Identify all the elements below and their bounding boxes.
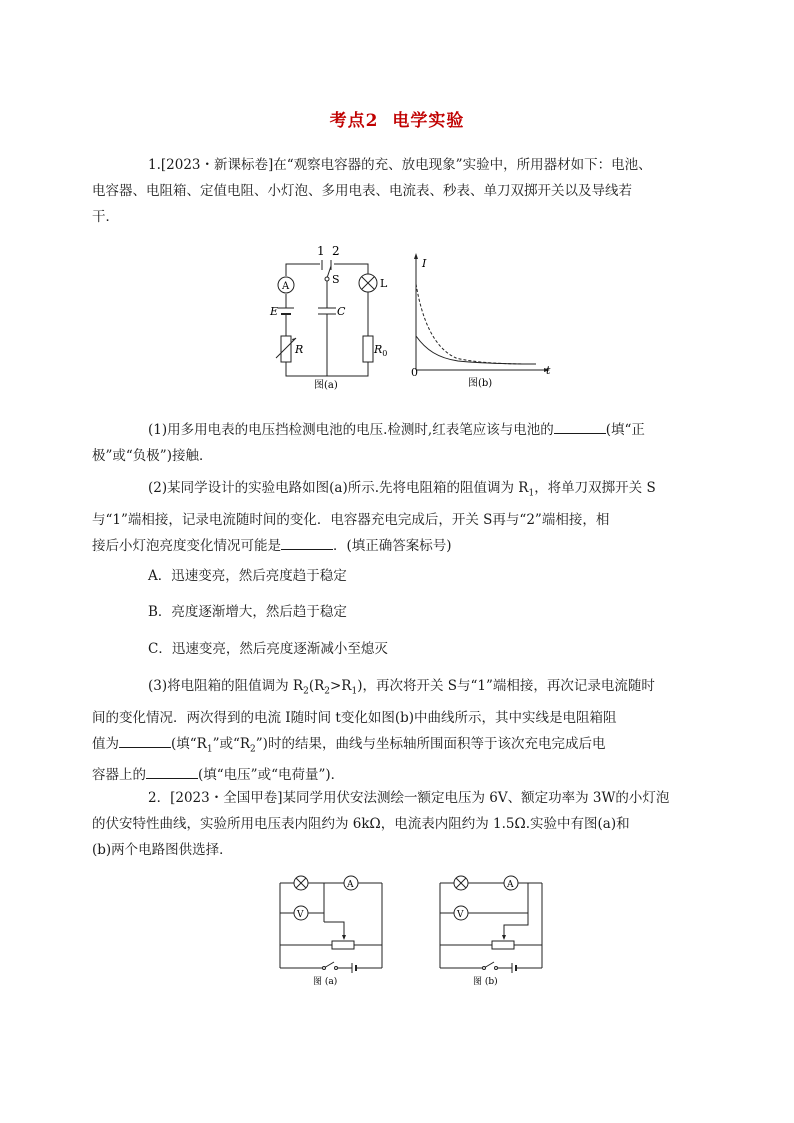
solid-current-curve [416, 336, 536, 364]
battery-label: E [270, 305, 279, 318]
figure-a-caption: 图 (a) [313, 977, 338, 987]
x-axis-label: t [546, 364, 551, 377]
resistor-box-label: R [295, 343, 304, 356]
figure-a-caption: 图(a) [314, 380, 338, 391]
q2-intro-line: (b)两个电路图供选择． [92, 842, 233, 858]
q2-intro-line: 2．[2023・全国甲卷]某同学用伏安法测绘一额定电压为 6V、额定功率为 3W的小灯泡 [148, 790, 670, 806]
switch-terminal-1: 1 [317, 244, 325, 258]
answer-blank[interactable] [281, 535, 333, 550]
q1-intro-line: 1.[2023・新课标卷]在“观察电容器的充、放电现象”实验中，所用器材如下：电池、 [148, 157, 652, 173]
voltmeter-label: V [457, 910, 464, 920]
q1-part-3-line: 容器上的 (填“电压”或“电荷量”)． [120, 762, 680, 788]
q1-part-2 [92, 475, 680, 559]
q2-intro-line: 的伏安特性曲线，实验所用电压表内阻约为 6kΩ，电流表内阻约为 1.5Ω.实验中有图(a)和 [92, 816, 630, 832]
q1-intro-line: 电容器、电阻箱、定值电阻、小灯泡、多用电表、电流表、秒表、单刀双掷开关以及导线若 [92, 183, 632, 199]
answer-blank[interactable] [119, 733, 171, 748]
voltmeter-label: V [297, 910, 304, 920]
figure-b-caption: 图(b) [468, 378, 493, 389]
q1-part-3-line: 值为 (填“$R_1$”或“$R_2$”)时的结果，曲线与坐标轴所围面积等于该次充电完成后电 [120, 731, 680, 763]
q1-part-1-line: (1)用多用电表的电压挡检测电池的电压.检测时,红表笔应该与电池的 (填“正 [120, 417, 680, 443]
switch-terminal-2: 2 [332, 244, 340, 258]
q2-figure-a-circuit [272, 870, 390, 988]
origin-label: 0 [411, 366, 418, 379]
dashed-current-curve [416, 284, 536, 364]
q1-intro [92, 152, 680, 230]
q1-part-1-line: 极”或“负极”)接触． [92, 448, 213, 464]
answer-blank[interactable] [146, 764, 198, 779]
q1-part-2-line: 接后小灯泡亮度变化情况可能是 ．(填正确答案标号) [120, 533, 680, 559]
option-c: C．迅速变亮，然后亮度逐渐减小至熄灭 [148, 641, 388, 657]
ammeter-label: A [347, 880, 354, 890]
capacitor-label: C [337, 305, 346, 318]
q2-intro [92, 785, 680, 863]
q1-intro-line: 干． [92, 209, 119, 225]
q1-part-3-line: (3)将电阻箱的阻值调为 $R_2(R_2>R_1)$，再次将开关 S与“1”端相接，再次记录电流随时 [148, 678, 655, 697]
figure-b-caption: 图 (b) [473, 977, 498, 987]
q1-part-1 [92, 417, 680, 469]
q1-figure-b-graph [404, 250, 556, 390]
ammeter-label: A [507, 880, 514, 890]
q1-part-3-line: 间的变化情况．两次得到的电流 I随时间 t变化如图(b)中曲线所示，其中实线是电阻箱阻 [92, 709, 617, 726]
q1-part-2-line: 与“1”端相接，记录电流随时间的变化．电容器充电完成后，开关 S再与“2”端相接，相 [92, 511, 610, 528]
answer-blank[interactable] [554, 419, 606, 434]
page-title: 考点2 电学实验 [329, 111, 465, 131]
switch-label: S [332, 273, 340, 286]
q2-figure-b-circuit [432, 870, 550, 988]
q1-figure-a-circuit [262, 240, 402, 392]
lamp-label: L [380, 277, 388, 290]
q1-part-3 [92, 673, 680, 788]
q1-part-2-line: (2)某同学设计的实验电路如图(a)所示.先将电阻箱的阻值调为 $R_1$，将单刀双掷开关 S [148, 480, 656, 499]
ammeter-label: A [282, 281, 290, 292]
y-axis-label: I [422, 257, 427, 270]
option-a: A．迅速变亮，然后亮度趋于稳定 [148, 568, 347, 584]
fixed-resistor-label: $R_0$ [374, 343, 388, 358]
option-b: B．亮度逐渐增大，然后趋于稳定 [148, 604, 347, 620]
